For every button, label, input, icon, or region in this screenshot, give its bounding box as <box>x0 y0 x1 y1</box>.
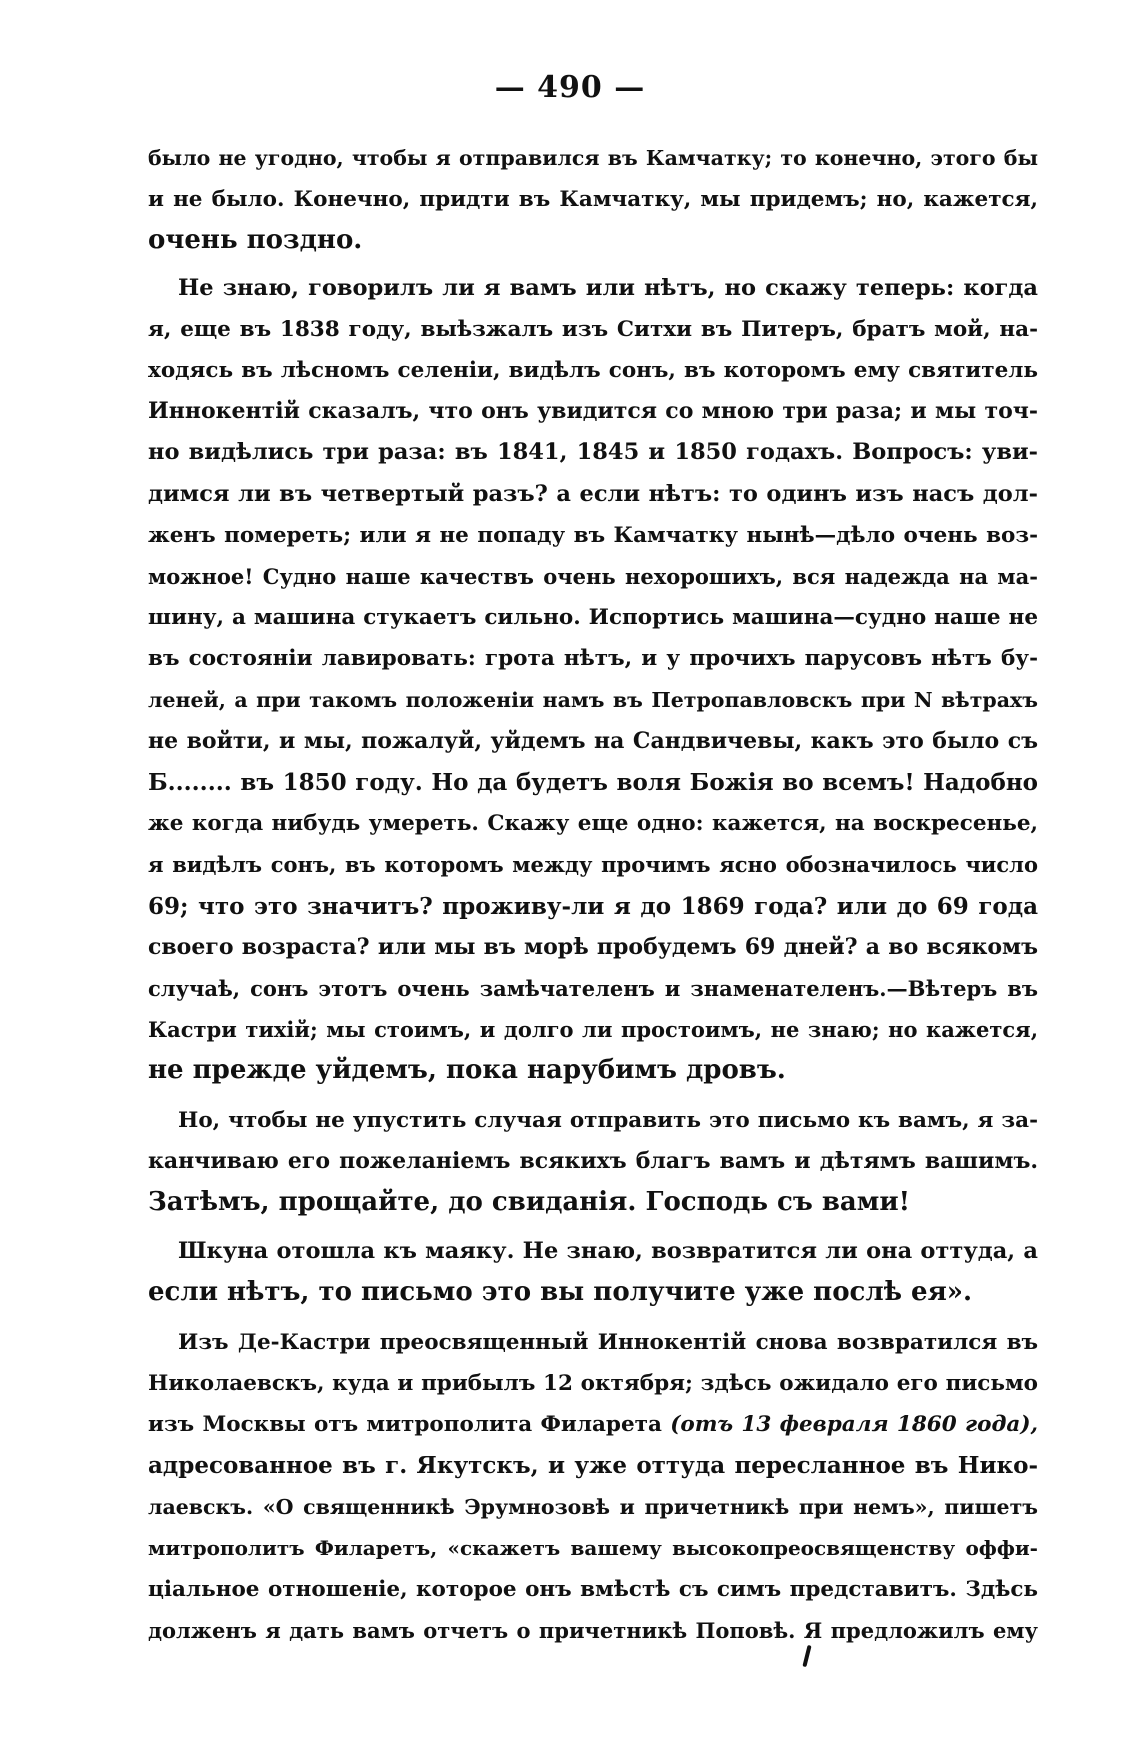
paragraph-1 <box>148 138 1038 262</box>
text-line: но видѣлись три раза: въ 1841, 1845 и 1850 годахъ. Вопросъ: уви- <box>148 439 1038 466</box>
text-line: шину, а машина стукаетъ сильно. Испортись машина—судно наше не <box>148 605 1038 631</box>
text-line: женъ помереть; или я не попаду въ Камчатку нынѣ—дѣло очень воз- <box>148 522 1038 548</box>
paragraph-4 <box>148 1231 1038 1313</box>
text-line: 69; что это значитъ? проживу-ли я до 1869 года? или до 69 года <box>148 892 1038 920</box>
text-line-with-italic <box>148 1404 1038 1445</box>
text-line: я видѣлъ сонъ, въ которомъ между прочимъ ясно обозначилось число <box>148 852 1038 878</box>
text-line: очень поздно. <box>148 225 363 256</box>
text-line: въ состояніи лавировать: грота нѣтъ, и у прочихъ парусовъ нѣтъ бу- <box>148 646 1038 672</box>
paragraph-2 <box>148 268 1038 1092</box>
text-line: Кастри тихій; мы стоимъ, и долго ли простоимъ, не знаю; но кажется, <box>148 1017 1038 1043</box>
text-line: не прежде уйдемъ, пока нарубимъ дровъ. <box>148 1055 786 1086</box>
text-line: не войти, и мы, пожалуй, уйдемъ на Сандвичевы, какъ это было съ <box>148 727 1038 754</box>
text-line: если нѣтъ, то письмо это вы получите уже послѣ ея». <box>148 1277 973 1308</box>
text-line: же когда нибудь умереть. Скажу еще одно: кажется, на воскресенье, <box>148 811 1038 837</box>
text-line: адресованное въ г. Якутскъ, и уже оттуда пересланное въ Нико- <box>148 1452 1038 1480</box>
text-line: Б........ въ 1850 году. Но да будетъ воля Божія во всемъ! Надобно <box>148 769 1038 797</box>
text-line: Затѣмъ, прощайте, до свиданія. Господь съ вами! <box>148 1187 911 1218</box>
text-line: Но, чтобы не упустить случая отправить это письмо къ вамъ, я за- <box>178 1107 1038 1133</box>
text-line: Шкуна отошла къ маяку. Не знаю, возвратится ли она оттуда, а <box>178 1238 1038 1265</box>
text-line: случаѣ, сонъ этотъ очень замѣчателенъ и знаменателенъ.—Вѣтеръ въ <box>148 976 1038 1002</box>
text-line: Николаевскъ, куда и прибылъ 12 октября; здѣсь ожидало его письмо <box>148 1370 1038 1396</box>
text-line: димся ли въ четвертый разъ? а если нѣтъ: то одинъ изъ насъ дол- <box>148 480 1038 507</box>
text-line: я, еще въ 1838 году, выѣзжалъ изъ Ситхи въ Питеръ, братъ мой, на- <box>148 316 1038 342</box>
text-line: ходясь въ лѣсномъ селеніи, видѣлъ сонъ, въ которомъ ему святитель <box>148 358 1038 384</box>
paragraph-5 <box>148 1322 1038 1652</box>
text-fragment: изъ Москвы отъ митрополита Филарета <box>148 1412 662 1438</box>
text-line: своего возраста? или мы въ морѣ пробудемъ 69 дней? а во всякомъ <box>148 933 1038 960</box>
body-text <box>148 138 1038 1659</box>
text-line: леней, а при такомъ положеніи намъ въ Петропавловскъ при N вѣтрахъ <box>148 687 1038 712</box>
text-line: Изъ Де-Кастри преосвященный Иннокентій снова возвратился въ <box>178 1329 1038 1355</box>
text-line: и не было. Конечно, придти въ Камчатку, мы придемъ; но, кажется, <box>148 187 1038 213</box>
text-line: было не угодно, чтобы я отправился въ Камчатку; то конечно, этого бы <box>148 146 1038 170</box>
page-number: — 490 — <box>494 70 646 105</box>
text-line: можное! Судно наше качествъ очень нехорошихъ, вся надежда на ма- <box>148 564 1038 590</box>
text-line: долженъ я дать вамъ отчетъ о причетникѣ Поповѣ. Я предложилъ ему <box>148 1618 1038 1644</box>
text-line: митрополитъ Филаретъ, «скажетъ вашему высокопреосвященству оффи- <box>148 1535 1038 1560</box>
text-line: лаевскъ. «О священникѣ Эрумнозовѣ и причетникѣ при немъ», пишетъ <box>148 1494 1038 1519</box>
text-line: Иннокентій сказалъ, что онъ увидится со мною три раза; и мы точ- <box>148 398 1038 425</box>
paragraph-3 <box>148 1100 1038 1224</box>
text-line: Не знаю, говорилъ ли я вамъ или нѣтъ, но скажу теперь: когда <box>178 274 1038 301</box>
italic-date: (отъ 13 февраля 1860 года), <box>670 1412 1038 1438</box>
text-line: канчиваю его пожеланіемъ всякихъ благъ вамъ и дѣтямъ вашимъ. <box>148 1147 1038 1174</box>
text-line: ціальное отношеніе, которое онъ вмѣстѣ съ симъ представитъ. Здѣсь <box>148 1576 1038 1602</box>
